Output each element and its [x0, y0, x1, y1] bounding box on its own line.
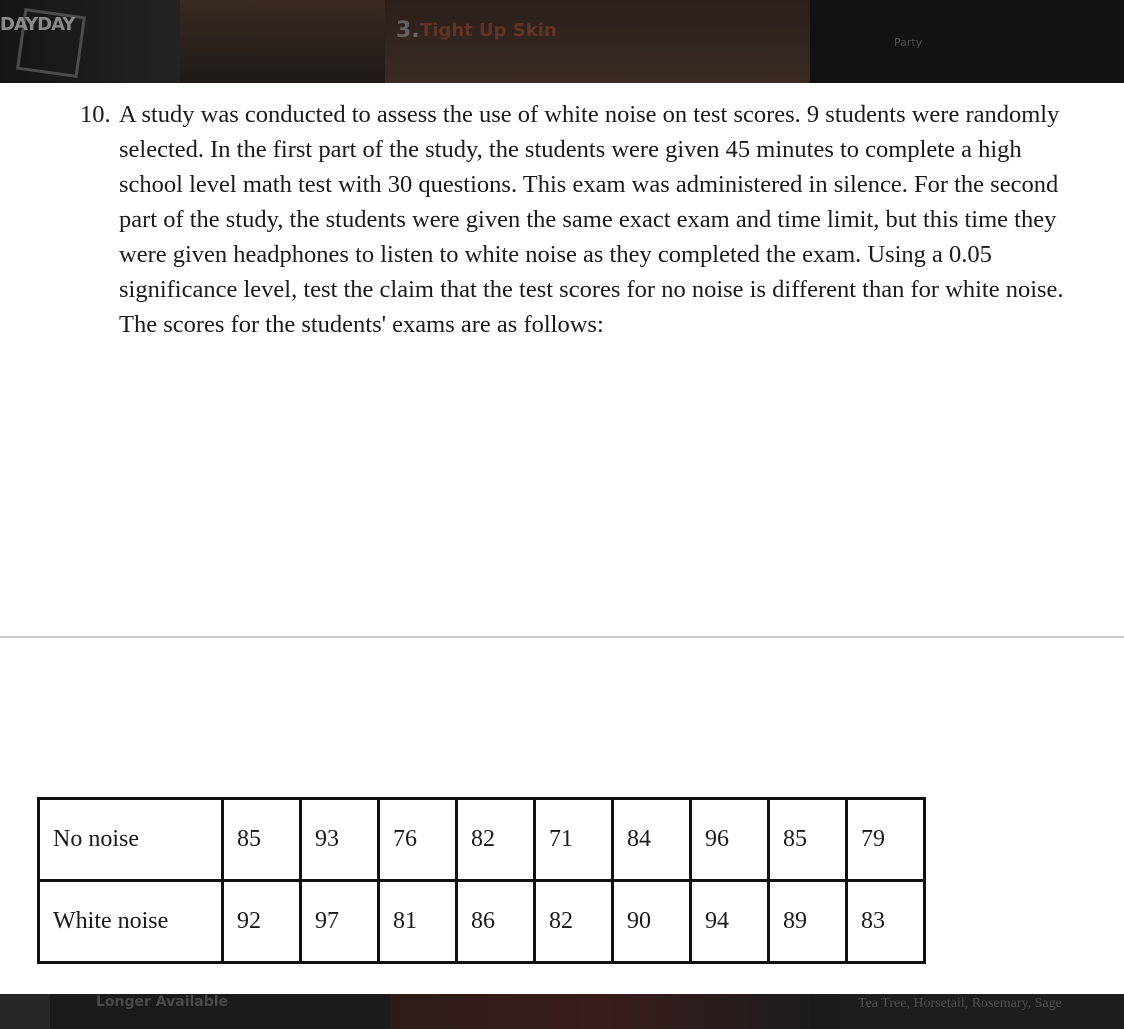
table-cell: 96 [691, 799, 769, 881]
table-cell: 89 [769, 881, 847, 963]
question-text: A study was conducted to assess the use of white noise on test scores. 9 students were randomly selected. In the first part of the study, the students were given 45 minutes to complete a high school level math test with 30 questions. This exam was administered in silence. For the second part of the study, the students were given the same exact exam and time limit, but this time they were given headphones to listen to white noise as they completed the exam. Using a 0.05 significance level, test the claim that the test scores for no noise is different than for white noise. The scores for the students' exams are as follows: [119, 101, 1064, 338]
table-cell: 81 [379, 881, 457, 963]
background-panel [180, 0, 385, 83]
table-cell: 97 [301, 881, 379, 963]
table-cell: 85 [223, 799, 301, 881]
table-cell: 83 [847, 881, 925, 963]
background-panel [390, 994, 810, 1029]
table-cell: 79 [847, 799, 925, 881]
background-bottom-text: Longer Available [96, 994, 229, 1010]
background-panel [810, 0, 1124, 83]
table-cell: 90 [613, 881, 691, 963]
table-cell: 76 [379, 799, 457, 881]
table-cell: 84 [613, 799, 691, 881]
question-block [80, 97, 1080, 342]
background-bottom-strip [0, 994, 1124, 1029]
background-item-title: Tight Up Skin [420, 20, 557, 41]
background-side-text: Party [894, 36, 923, 49]
background-top-strip [0, 0, 1124, 83]
table-cell: 86 [457, 881, 535, 963]
table-cell: 92 [223, 881, 301, 963]
background-panel [0, 994, 50, 1029]
divider [0, 636, 1124, 638]
row-label-no-noise: No noise [39, 799, 223, 881]
table-row [39, 799, 925, 881]
background-bottom-right-text: Tea Tree, Horsetail, Rosemary, Sage [858, 996, 1062, 1011]
table-cell: 71 [535, 799, 613, 881]
row-label-white-noise: White noise [39, 881, 223, 963]
table-cell: 93 [301, 799, 379, 881]
background-panel [385, 0, 810, 83]
table-row [39, 881, 925, 963]
background-logo: DAYDAY [0, 14, 75, 35]
table-cell: 85 [769, 799, 847, 881]
table-cell: 94 [691, 881, 769, 963]
question-number: 10. [80, 101, 111, 128]
scores-table [37, 797, 926, 964]
table-cell: 82 [535, 881, 613, 963]
background-item-number: 3. [396, 18, 420, 43]
table-cell: 82 [457, 799, 535, 881]
